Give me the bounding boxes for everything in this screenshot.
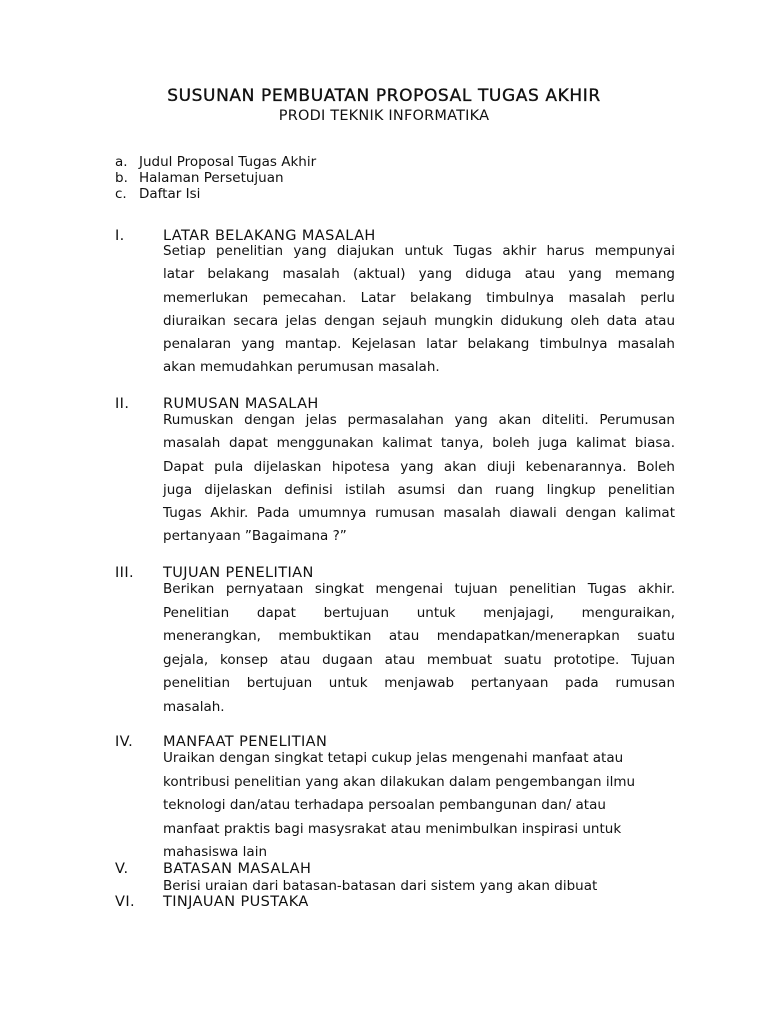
section-number: V. xyxy=(115,861,129,877)
section-body xyxy=(163,412,675,552)
section-body xyxy=(163,878,675,894)
list-item xyxy=(115,170,316,186)
section-heading xyxy=(115,861,311,877)
list-item-letter: b. xyxy=(115,170,128,186)
page-subtitle: PRODI TEKNIK INFORMATIKA xyxy=(278,108,490,124)
section-heading xyxy=(115,734,327,750)
section-title: TINJAUAN PUSTAKA xyxy=(163,894,309,910)
section-number: IV. xyxy=(115,734,134,750)
front-matter-list xyxy=(115,154,316,202)
paragraph-line: penalaran yang mantap. Kejelasan latar belakang timbulnya masalah xyxy=(163,336,675,353)
section-body xyxy=(163,243,675,383)
section-heading xyxy=(115,565,314,581)
paragraph-line: kontribusi penelitian yang akan dilakukan dalam pengembangan ilmu xyxy=(163,773,636,790)
paragraph-line: akan memudahkan perumusan masalah. xyxy=(163,359,440,376)
list-item-letter: a. xyxy=(115,154,128,170)
list-item xyxy=(115,186,316,202)
section-number: I. xyxy=(115,228,125,244)
paragraph-line: Tugas Akhir. Pada umumnya rumusan masalah diawali dengan kalimat xyxy=(163,505,675,522)
paragraph-line: latar belakang masalah (aktual) yang diduga atau yang memang xyxy=(163,266,675,283)
section-body xyxy=(163,581,675,723)
list-item xyxy=(115,154,316,170)
paragraph-line: Berisi uraian dari batasan-batasan dari sistem yang akan dibuat xyxy=(163,878,598,894)
paragraph-line: manfaat praktis bagi masysrakat atau menimbulkan inspirasi untuk xyxy=(163,820,622,837)
section-number: VI. xyxy=(115,894,136,910)
paragraph-line: Dapat pula dijelaskan hipotesa yang akan diuji kebenarannya. Boleh xyxy=(163,458,675,475)
paragraph-line: Uraikan dengan singkat tetapi cukup jelas mengenahi manfaat atau xyxy=(163,750,624,766)
paragraph-line: masalah. xyxy=(163,698,225,715)
list-item-text: Halaman Persetujuan xyxy=(139,170,284,186)
page-title: SUSUNAN PEMBUATAN PROPOSAL TUGAS AKHIR xyxy=(167,86,601,106)
paragraph-line: gejala, konsep atau dugaan atau membuat suatu prototipe. Tujuan xyxy=(163,651,675,668)
section-body xyxy=(163,750,675,868)
paragraph-line: juga dijelaskan definisi istilah asumsi dan ruang lingkup penelitian xyxy=(163,481,675,498)
paragraph-line: Setiap penelitian yang diajukan untuk Tugas akhir harus mempunyai xyxy=(163,243,675,259)
section-title: RUMUSAN MASALAH xyxy=(163,396,319,412)
paragraph-line: pertanyaan ”Bagaimana ?” xyxy=(163,528,347,545)
paragraph-line: teknologi dan/atau terhadapa persoalan pembangunan dan/ atau xyxy=(163,797,606,814)
section-title: MANFAAT PENELITIAN xyxy=(163,734,328,750)
section-title: LATAR BELAKANG MASALAH xyxy=(163,228,376,244)
section-title: BATASAN MASALAH xyxy=(163,861,312,877)
paragraph-line: Rumuskan dengan jelas permasalahan yang akan diteliti. Perumusan xyxy=(163,412,675,428)
paragraph-line: Berikan pernyataan singkat mengenai tujuan penelitian Tugas akhir. xyxy=(163,581,675,597)
paragraph-line: Penelitian dapat bertujuan untuk menjajagi, menguraikan, xyxy=(163,604,675,621)
section-number: II. xyxy=(115,396,130,412)
section-heading xyxy=(115,228,376,244)
section-number: III. xyxy=(115,565,135,581)
paragraph-line: diuraikan secara jelas dengan sejauh mungkin didukung oleh data atau xyxy=(163,312,675,329)
list-item-letter: c. xyxy=(115,186,127,202)
section-title: TUJUAN PENELITIAN xyxy=(163,565,314,581)
paragraph-line: memerlukan pemecahan. Latar belakang timbulnya masalah perlu xyxy=(163,289,675,306)
list-item-text: Daftar Isi xyxy=(139,186,201,202)
paragraph-line: mahasiswa lain xyxy=(163,844,268,861)
section-heading xyxy=(115,396,319,412)
paragraph-line: masalah dapat menggunakan kalimat tanya, boleh juga kalimat biasa. xyxy=(163,435,675,452)
section-heading xyxy=(115,894,309,910)
paragraph-line: penelitian bertujuan untuk menjawab pertanyaan pada rumusan xyxy=(163,675,675,692)
list-item-text: Judul Proposal Tugas Akhir xyxy=(139,154,317,170)
paragraph-line: menerangkan, membuktikan atau mendapatkan/menerapkan suatu xyxy=(163,628,675,645)
